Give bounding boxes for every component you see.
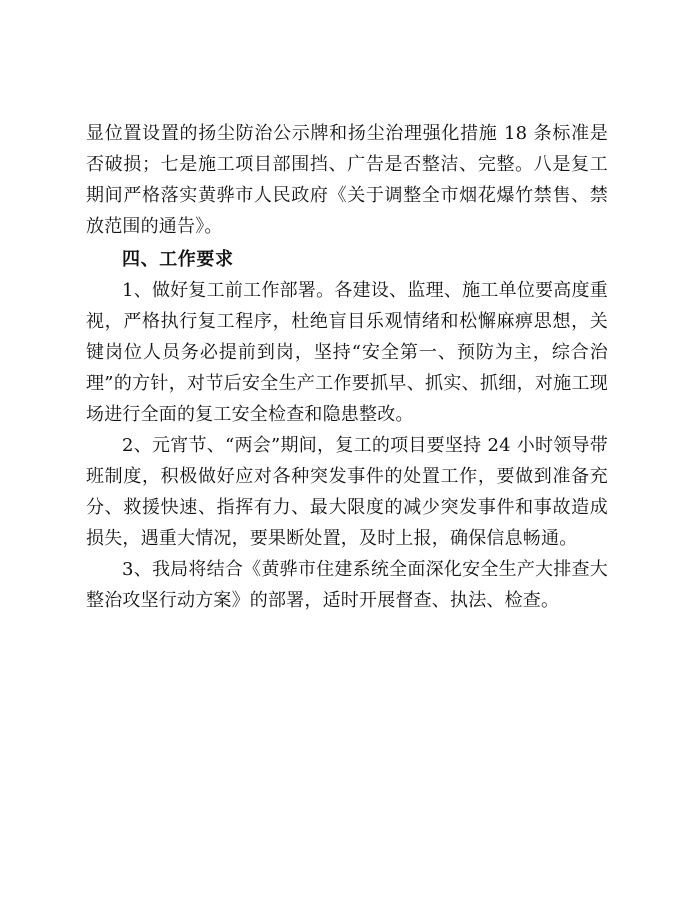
requirement-paragraph-2: 2、元宵节、“两会”期间，复工的项目要坚持 24 小时领导带班制度，积极做好应对各种突发事件的处置工作，要做到准备充分、救援快速、指挥有力、最大限度的减少突发事件和事故造成损失，遇重大情况，要果断处置，及时上报，确保信息畅通。 (86, 435, 608, 549)
section-heading: 四、工作要求 (122, 249, 234, 270)
requirement-paragraph-3: 3、我局将结合《黄骅市住建系统全面深化安全生产大排查大整治攻坚行动方案》的部署，适时开展督查、执法、检查。 (86, 559, 608, 611)
requirement-paragraph-1: 1、做好复工前工作部署。各建设、监理、施工单位要高度重视，严格执行复工程序，杜绝盲目乐观情绪和松懈麻痹思想，关键岗位人员务必提前到岗，坚持“安全第一、预防为主，综合治理”的方针，对节后安全生产工作要抓早、抓实、抓细，对施工现场进行全面的复工安全检查和隐患整改。 (86, 280, 608, 425)
document-body (86, 118, 608, 616)
continuation-paragraph: 显位置设置的扬尘防治公示牌和扬尘治理强化措施 18 条标准是否破损；七是施工项目部围挡、广告是否整洁、完整。八是复工期间严格落实黄骅市人民政府《关于调整全市烟花爆竹禁售、禁放范围的通告》。 (86, 123, 608, 237)
